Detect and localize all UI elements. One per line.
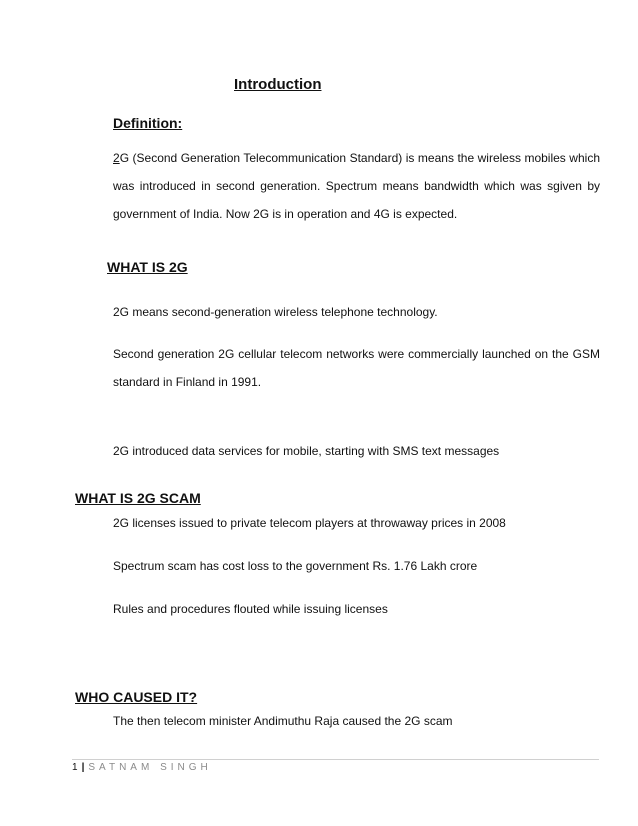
what-is-2g-scam-heading: WHAT IS 2G SCAM xyxy=(75,490,201,506)
who-caused-paragraph-1: The then telecom minister Andimuthu Raja caused the 2G scam xyxy=(113,714,453,728)
what-is-2g-paragraph-1: 2G means second-generation wireless telephone technology. xyxy=(113,305,438,319)
definition-heading: Definition: xyxy=(113,115,183,131)
definition-first-char: 2 xyxy=(113,151,120,165)
page-number: 1 xyxy=(72,762,78,773)
scam-paragraph-1: 2G licenses issued to private telecom players at throwaway prices in 2008 xyxy=(113,516,506,530)
what-is-2g-paragraph-2: Second generation 2G cellular telecom networks were commercially launched on the GSM standard in Finland in 1991. xyxy=(113,347,600,389)
footer-author: SATNAM SINGH xyxy=(88,762,212,773)
page-title: Introduction xyxy=(234,76,322,93)
definition-paragraph xyxy=(113,144,600,228)
who-caused-it-heading: WHO CAUSED IT? xyxy=(75,689,198,705)
definition-text: G (Second Generation Telecommunication Standard) is means the wireless mobiles which was introduced in second generation. Spectrum means bandwidth which was sgiven by government of India. Now 2G is in operation and 4G is expected. xyxy=(113,151,600,221)
scam-paragraph-3: Rules and procedures flouted while issuing licenses xyxy=(113,602,388,616)
scam-paragraph-2: Spectrum scam has cost loss to the government Rs. 1.76 Lakh crore xyxy=(113,559,478,573)
what-is-2g-paragraph-3: 2G introduced data services for mobile, starting with SMS text messages xyxy=(113,444,500,458)
footer-divider xyxy=(72,759,599,760)
what-is-2g-heading: WHAT IS 2G xyxy=(107,259,188,275)
footer-separator: | xyxy=(81,762,85,773)
page-footer xyxy=(72,762,212,773)
